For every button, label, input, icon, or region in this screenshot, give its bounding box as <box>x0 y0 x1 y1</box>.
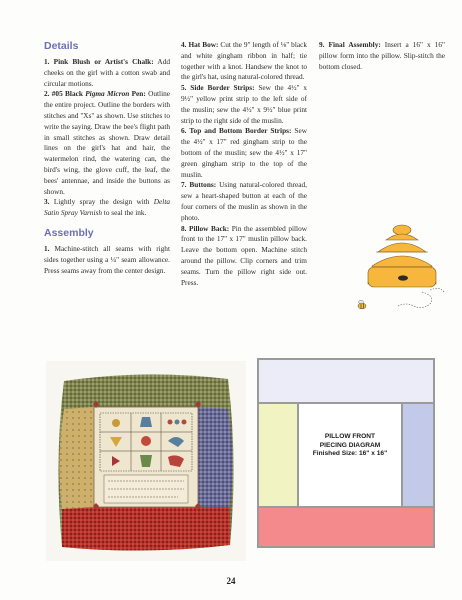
assembly-step-8: 8. Pillow Back: Pin the assembled pillow front to the 17" x 17" muslin pillow back. Leave the bottom open. Machine stitch around the pillow. Clip corners and trim seams. Turn the pillow right side out. Press. <box>181 223 307 287</box>
beehive-illustration <box>356 220 452 315</box>
diagram-bottom-strip <box>258 507 434 547</box>
assembly-step-7: 7. Buttons: Using natural-colored thread, sew a heart-shaped button at each of the four corners of the muslin as shown in the photo. <box>181 180 308 222</box>
assembly-step-6: 6. Top and Bottom Border Strips: Sew the 4½" x 17" red gingham strip to the bottom of the muslin; sew the 4½" x 17" green gingham strip to the top of the muslin. <box>181 126 307 179</box>
details-heading: Details <box>44 40 79 52</box>
assembly-step-5: 5. Side Border Strips: Sew the 4½" x 9½" yellow print strip to the left side of the muslin; sew the 4½" x 9½" blue print strip to the right side of the muslin. <box>181 83 307 125</box>
assembly-step-1: 1. Machine-stitch all seams with right sides together using a ¼" seam allowance. Press seams away from the center design. <box>44 243 170 275</box>
assembly-step-9: 9. Final Assembly: Insert a 16" x 16" pillow form into the pillow. Slip-stitch the bottom closed. <box>319 40 445 71</box>
details-step-1: 1. Pink Blush or Artist's Chalk: Add cheeks on the girl with a cotton swab and circular motions. <box>44 57 170 88</box>
pillow-photo <box>46 361 246 561</box>
diagram-right-strip <box>402 403 434 507</box>
details-step-3: 3. Lightly spray the design with Delta Satin Spray Varnish to seal the ink. <box>44 197 170 218</box>
bee-icon <box>358 300 366 308</box>
assembly-heading: Assembly <box>44 226 94 239</box>
assembly-step-4: 4. Hat Bow: Cut the 9" length of ⅛" black and white gingham ribbon in half; tie together with a knot. Handsew the knot to the girl's hat, using natural-colored thread. <box>181 40 307 82</box>
diagram-label-line-3: Finished Size: 16" x 16" <box>312 450 388 458</box>
details-step-2: 2. #05 Black Pigma Micron Pen: Outline the entire project. Outline the borders with stitches and "Xs" as shown. Use stitches to write the saying. Draw the bee's flight path in small stitches as shown. Draw detail lines on the girl's hat and hair, the watermelon rind, the watering can, the bird's wing, the glove cuff, the leaf, the bees' antennae, and inside the buttons as shown. <box>44 89 170 196</box>
diagram-label <box>298 433 402 459</box>
column-2 <box>181 40 307 288</box>
diagram-label-line-2: PIECING DIAGRAM <box>319 441 381 449</box>
column-1 <box>44 40 170 276</box>
diagram-top-strip <box>258 359 434 403</box>
beehive-icon <box>368 225 436 287</box>
diagram-left-strip <box>258 403 298 507</box>
piecing-diagram <box>257 358 435 548</box>
diagram-label-line-1: PILLOW FRONT <box>324 433 376 440</box>
column-3 <box>319 40 445 72</box>
page-number: 24 <box>226 576 236 586</box>
